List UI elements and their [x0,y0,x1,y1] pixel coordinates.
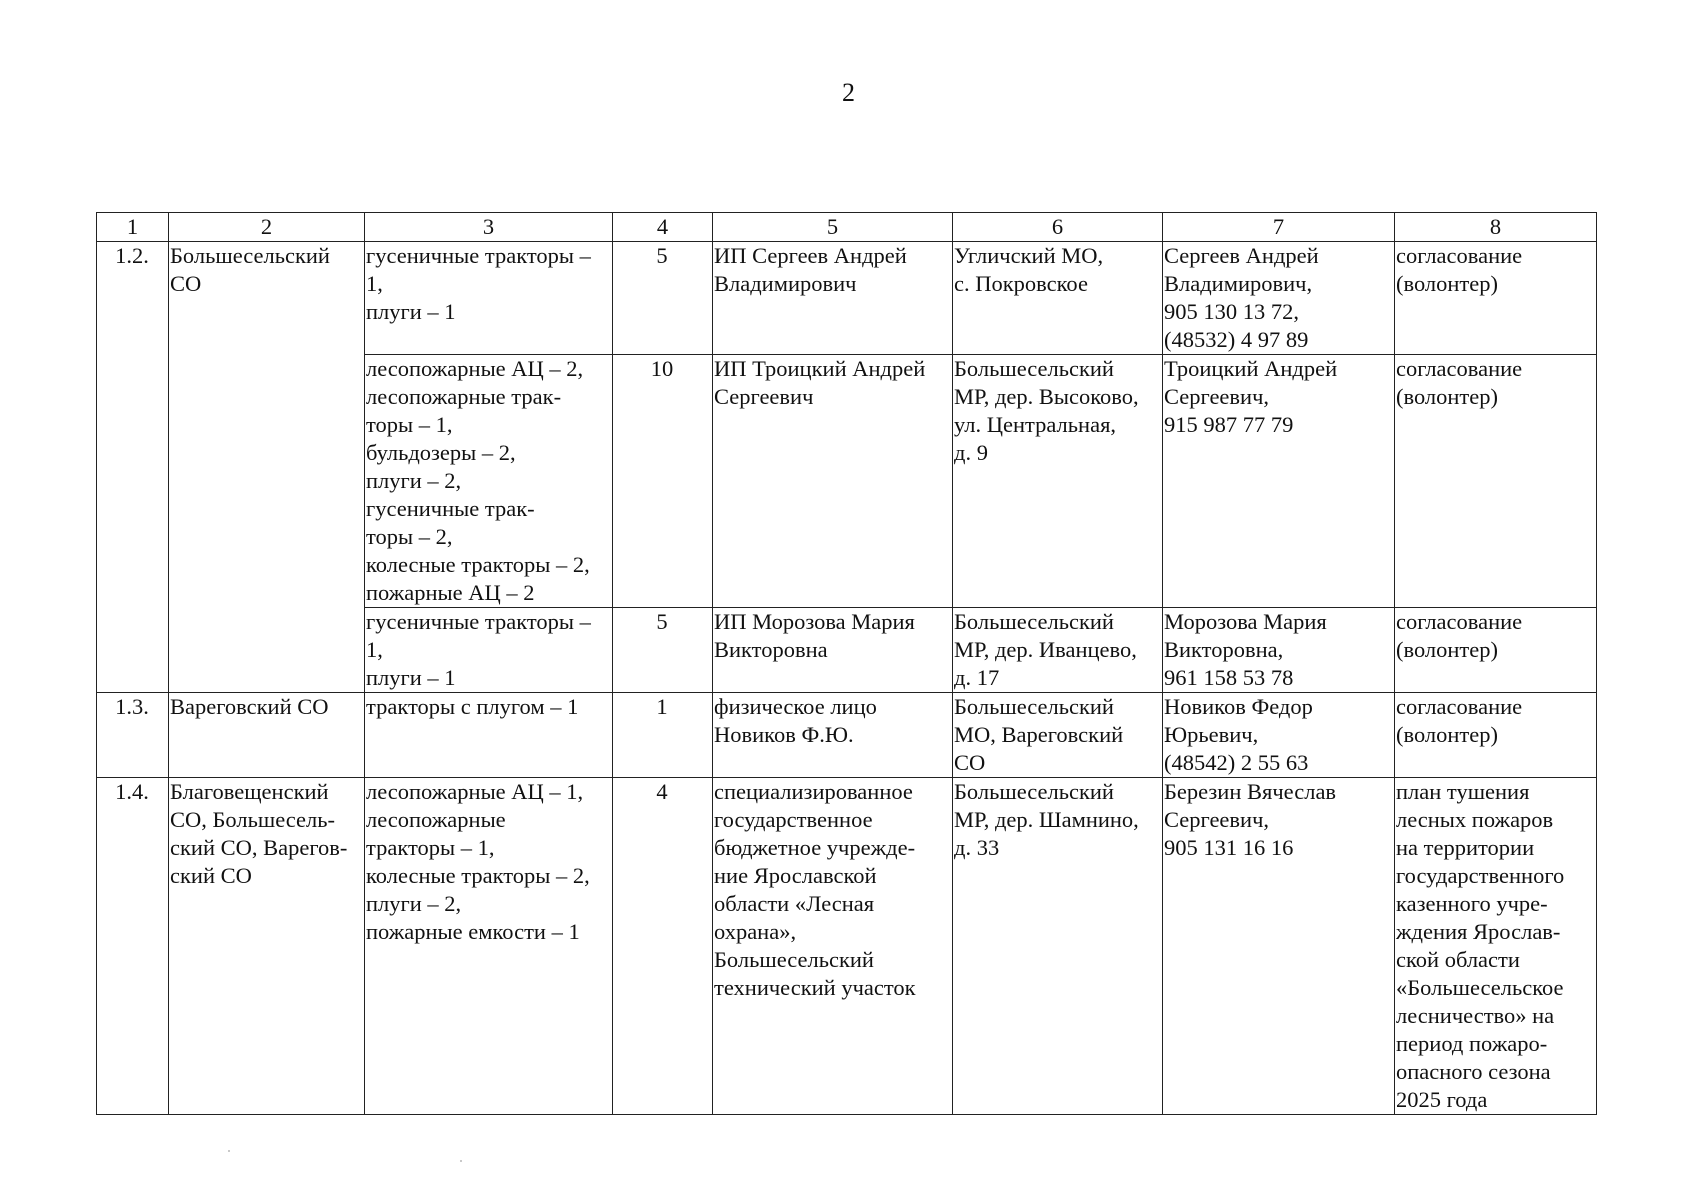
basis-cell: согласование (волонтер) [1395,693,1597,778]
count-cell: 1 [613,693,713,778]
header-col-5: 5 [713,213,953,242]
equipment-cell: тракторы с плугом – 1 [365,693,613,778]
settlement-cell: Благовещенский СО, Большесель- ский СО, Варегов- ский СО [169,778,365,1115]
contact-cell: Березин Вячеслав Сергеевич, 905 131 16 16 [1163,778,1395,1115]
contact-cell: Сергеев Андрей Владимирович, 905 130 13 72, (48532) 4 97 89 [1163,242,1395,355]
basis-cell: план тушения лесных пожаров на территории государственного казенного учре- ждения Ярослав- ской области «Большесельское лесничество» на период пожаро- опасного сезона 2025 года [1395,778,1597,1115]
address-cell: Большесельский МО, Вареговский СО [953,693,1163,778]
owner-cell: ИП Троицкий Андрей Сергеевич [713,355,953,608]
settlement-cell: Большесельский СО [169,242,365,693]
settlement-cell: Вареговский СО [169,693,365,778]
table-row [97,242,1597,355]
basis-cell: согласование (волонтер) [1395,242,1597,355]
resources-table [96,212,1597,1115]
contact-cell: Троицкий Андрей Сергеевич, 915 987 77 79 [1163,355,1395,608]
scan-speck [460,1160,462,1162]
basis-cell: согласование (волонтер) [1395,608,1597,693]
header-row [97,213,1597,242]
header-col-6: 6 [953,213,1163,242]
owner-cell: специализированное государственное бюджетное учрежде- ние Ярославской области «Лесная охрана», Большесельский технический участок [713,778,953,1115]
address-cell: Большесельский МР, дер. Высоково, ул. Центральная, д. 9 [953,355,1163,608]
header-col-8: 8 [1395,213,1597,242]
count-cell: 5 [613,608,713,693]
equipment-cell: лесопожарные АЦ – 1, лесопожарные тракторы – 1, колесные тракторы – 2, плуги – 2, пожарные емкости – 1 [365,778,613,1115]
scan-speck [228,1150,230,1152]
contact-cell: Новиков Федор Юрьевич, (48542) 2 55 63 [1163,693,1395,778]
address-cell: Большесельский МР, дер. Шамнино, д. 33 [953,778,1163,1115]
row-number: 1.3. [97,693,169,778]
count-cell: 10 [613,355,713,608]
table-row [97,778,1597,1115]
row-number: 1.4. [97,778,169,1115]
basis-cell: согласование (волонтер) [1395,355,1597,608]
header-col-4: 4 [613,213,713,242]
address-cell: Угличский МО, с. Покровское [953,242,1163,355]
count-cell: 4 [613,778,713,1115]
owner-cell: ИП Морозова Мария Викторовна [713,608,953,693]
owner-cell: ИП Сергеев Андрей Владимирович [713,242,953,355]
equipment-cell: гусеничные тракторы – 1, плуги – 1 [365,242,613,355]
page-number: 2 [842,78,855,107]
header-col-2: 2 [169,213,365,242]
count-cell: 5 [613,242,713,355]
owner-cell: физическое лицо Новиков Ф.Ю. [713,693,953,778]
header-col-3: 3 [365,213,613,242]
address-cell: Большесельский МР, дер. Иванцево, д. 17 [953,608,1163,693]
equipment-cell: гусеничные тракторы – 1, плуги – 1 [365,608,613,693]
table-row [97,693,1597,778]
header-col-7: 7 [1163,213,1395,242]
header-col-1: 1 [97,213,169,242]
contact-cell: Морозова Мария Викторовна, 961 158 53 78 [1163,608,1395,693]
row-number: 1.2. [97,242,169,693]
equipment-cell: лесопожарные АЦ – 2, лесопожарные трак- торы – 1, бульдозеры – 2, плуги – 2, гусеничные трак- торы – 2, колесные тракторы – 2, пожарные АЦ – 2 [365,355,613,608]
